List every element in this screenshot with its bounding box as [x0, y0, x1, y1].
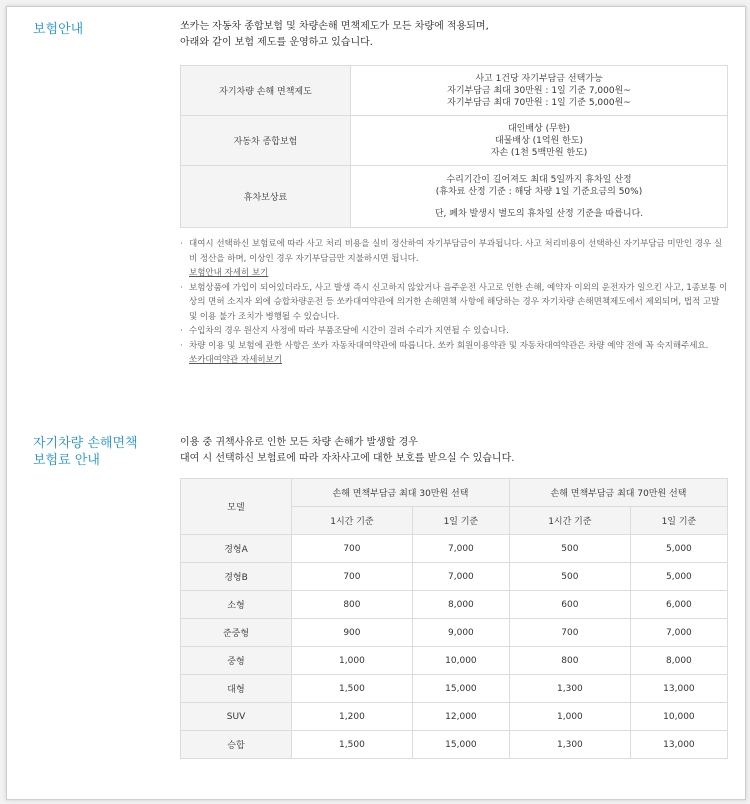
cell-value: 15,000 [412, 731, 509, 759]
cell-value: 7,000 [412, 535, 509, 563]
damage-waiver-intro [180, 435, 514, 467]
table-row [181, 647, 728, 675]
cell-value: 1,000 [509, 703, 630, 731]
cell-value: 900 [292, 619, 413, 647]
insurance-detail-link[interactable]: 보험안내 자세히 보기 [189, 268, 269, 278]
row-label: 자기차량 손해 면책제도 [181, 66, 351, 116]
table-row [181, 563, 728, 591]
table-row [181, 166, 728, 228]
cell-value: 1,500 [292, 731, 413, 759]
cell-value: 700 [292, 535, 413, 563]
content-line: 단, 폐차 발생시 별도의 휴차일 산정 기준을 따릅니다. [434, 208, 644, 219]
cell-value: 700 [292, 563, 413, 591]
content-spacer [351, 198, 727, 208]
cell-value: 13,000 [630, 675, 727, 703]
cell-model: 대형 [181, 675, 292, 703]
cell-value: 1,200 [292, 703, 413, 731]
cell-value: 5,000 [630, 563, 727, 591]
content-line: 자기부담금 최대 70만원 : 1일 기준 5,000원~ [447, 97, 631, 108]
content-line: (휴차료 산정 기준 : 해당 차량 1일 기준요금의 50%) [435, 186, 643, 197]
content-line: 수리기간이 길어져도 최대 5일까지 휴차일 산정 [446, 174, 632, 185]
cell-value: 6,000 [630, 591, 727, 619]
cell-value: 1,300 [509, 675, 630, 703]
row-content [351, 116, 728, 166]
cell-value: 1,000 [292, 647, 413, 675]
cell-value: 10,000 [412, 647, 509, 675]
cell-value: 700 [509, 619, 630, 647]
cell-value: 7,000 [412, 563, 509, 591]
table-row [181, 591, 728, 619]
section-title-line: 보험료 안내 [33, 453, 100, 468]
cell-value: 7,000 [630, 619, 727, 647]
note-item: · 수입차의 경우 원산지 사정에 따라 부품조달에 시간이 걸려 수리가 지연될 수 있습니다. [180, 326, 509, 336]
table-row [181, 619, 728, 647]
cell-value: 10,000 [630, 703, 727, 731]
cell-value: 500 [509, 535, 630, 563]
premium-table [180, 478, 728, 759]
insurance-notes [180, 237, 730, 368]
header-group-70: 손해 면책부담금 최대 70만원 선택 [509, 479, 727, 507]
insurance-intro-line: 아래와 같이 보험 제도를 운영하고 있습니다. [180, 37, 373, 48]
section-title-insurance: 보험안내 [33, 22, 84, 37]
table-row [181, 703, 728, 731]
table-row [181, 116, 728, 166]
cell-value: 1,500 [292, 675, 413, 703]
insurance-intro [180, 19, 489, 51]
cell-model: 승합 [181, 731, 292, 759]
page-frame [6, 6, 746, 800]
cell-value: 15,000 [412, 675, 509, 703]
note-item: · 대여시 선택하신 보험료에 따라 사고 처리 비용을 실비 정산하여 자기부담금이 부과됩니다. 사고 처리비용이 선택하신 자기부담금 미만인 경우 실비 정산을 하며, 이상인 경우 자기부담금만 지불하시면 됩니다. 보험안내 자세히 보기 [180, 237, 730, 281]
cell-value: 8,000 [412, 591, 509, 619]
insurance-intro-line: 쏘카는 자동차 종합보험 및 차량손해 면책제도가 모든 차량에 적용되며, [180, 21, 489, 32]
cell-model: 준중형 [181, 619, 292, 647]
note-text: 차량 이용 및 보험에 관한 사항은 쏘카 자동차대여약관에 따릅니다. 쏘카 회원이용약관 및 자동차대여약관은 차량 예약 전에 꼭 숙지해주세요. [189, 340, 709, 351]
cell-value: 9,000 [412, 619, 509, 647]
content-line: 사고 1건당 자기부담금 선택가능 [475, 73, 603, 84]
table-header-row [181, 479, 728, 507]
header-group-30: 손해 면책부담금 최대 30만원 선택 [292, 479, 510, 507]
damage-waiver-intro-line: 대여 시 선택하신 보험료에 따라 자차사고에 대한 보호를 받으실 수 있습니다. [180, 453, 515, 464]
rental-terms-link[interactable]: 쏘카대여약관 자세히보기 [189, 355, 283, 365]
cell-value: 500 [509, 563, 630, 591]
header-model: 모델 [181, 479, 292, 535]
cell-value: 800 [509, 647, 630, 675]
row-label: 자동차 종합보험 [181, 116, 351, 166]
cell-value: 600 [509, 591, 630, 619]
cell-value: 8,000 [630, 647, 727, 675]
note-text: 보험상품에 가입이 되어있더라도, 사고 발생 즉시 신고하지 않았거나 음주운전 사고로 인한 손해, 예약자 이외의 운전자가 일으킨 사고, 1종보통 이상의 면허 소지자 외에 승합차량운전 등 쏘카대여약관에 의거한 손해면책 사항에 해당하는 경우 자기차량 손해면책제도에서 제외되며, 법적 고발 및 이용 불가 조치가 병행될 수 있습니다. [189, 282, 728, 322]
cell-model: 소형 [181, 591, 292, 619]
table-row [181, 675, 728, 703]
row-content [351, 166, 728, 228]
cell-model: 경형A [181, 535, 292, 563]
subheader-day: 1일 기준 [630, 507, 727, 535]
subheader-day: 1일 기준 [412, 507, 509, 535]
subheader-hour: 1시간 기준 [509, 507, 630, 535]
content-line: 대인배상 (무한) [507, 123, 571, 134]
section-title-damage-waiver [33, 435, 138, 469]
table-row [181, 731, 728, 759]
note-text: 대여시 선택하신 보험료에 따라 사고 처리 비용을 실비 정산하여 자기부담금이 부과됩니다. 사고 처리비용이 선택하신 자기부담금 미만인 경우 실비 정산을 하며, 이상인 경우 자기부담금만 지불하시면 됩니다. [189, 239, 723, 264]
cell-value: 12,000 [412, 703, 509, 731]
table-row [181, 66, 728, 116]
cell-value: 800 [292, 591, 413, 619]
note-text: 수입차의 경우 원산지 사정에 따라 부품조달에 시간이 걸려 수리가 지연될 수 있습니다. [189, 326, 509, 336]
cell-model: 경형B [181, 563, 292, 591]
cell-model: SUV [181, 703, 292, 731]
note-item: · 보험상품에 가입이 되어있더라도, 사고 발생 즉시 신고하지 않았거나 음주운전 사고로 인한 손해, 예약자 이외의 운전자가 일으킨 사고, 1종보통 이상의 면허 소지자 외에 승합차량운전 등 쏘카대여약관에 의거한 손해면책 사항에 해당하는 경우 자기차량 손해면책제도에서 제외되며, 법적 고발 및 이용 불가 조치가 병행될 수 있습니다. [180, 282, 728, 322]
table-row [181, 535, 728, 563]
cell-value: 1,300 [509, 731, 630, 759]
note-item: · 차량 이용 및 보험에 관한 사항은 쏘카 자동차대여약관에 따릅니다. 쏘카 회원이용약관 및 자동차대여약관은 차량 예약 전에 꼭 숙지해주세요. 쏘카대여약관 자세히보기 [180, 339, 730, 368]
damage-waiver-intro-line: 이용 중 귀책사유로 인한 모든 차량 손해가 발생할 경우 [180, 437, 418, 448]
cell-value: 13,000 [630, 731, 727, 759]
row-label: 휴차보상료 [181, 166, 351, 228]
cell-value: 5,000 [630, 535, 727, 563]
cell-model: 중형 [181, 647, 292, 675]
insurance-table [180, 65, 728, 228]
content-line: 자기부담금 최대 30만원 : 1일 기준 7,000원~ [447, 85, 631, 96]
content-line: 대물배상 (1억원 한도) [494, 135, 584, 146]
subheader-hour: 1시간 기준 [292, 507, 413, 535]
content-line: 자손 (1천 5백만원 한도) [490, 147, 588, 158]
section-title-line: 자기차량 손해면책 [33, 436, 138, 451]
row-content [351, 66, 728, 116]
